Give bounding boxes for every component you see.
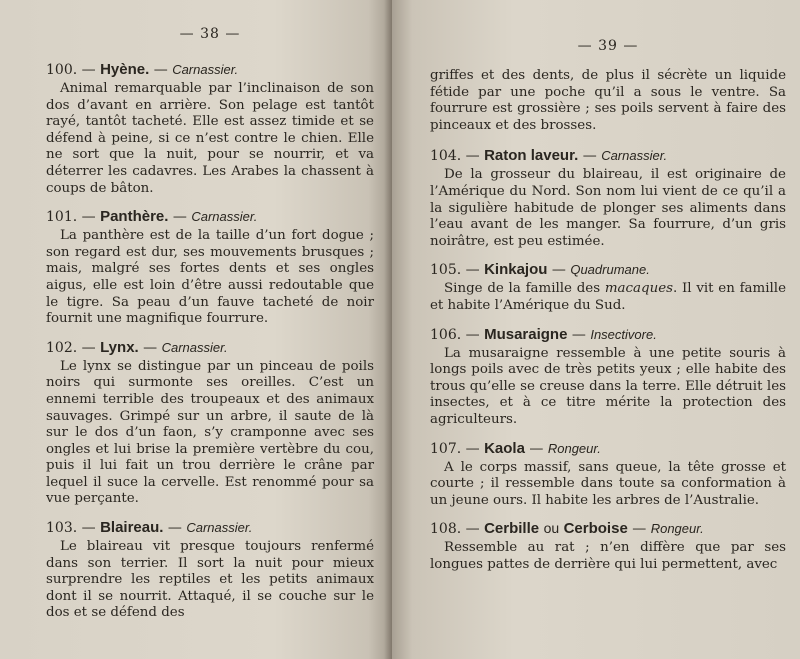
entry-heading: 105. — Kinkajou — Quadrumane. [430,261,650,279]
entry-text: De la grosseur du blaireau, il est originaire de l’Amérique du Nord. Son nom lui vient de ce qu’il a la sigulière habitude de plonger ses aliments dans l’eau avant de les manger. Sa fourrure, d’un gris noirâtre, est peu estimée. [430,167,786,249]
entry-number: 107. [430,440,462,457]
entry-text-italic: macaques [604,281,673,297]
entry-number: 108. [430,521,462,538]
page-number: — 38 — [179,26,241,42]
left-page [0,0,392,659]
animal-name: Hyène. [100,61,150,78]
entry-heading: 103. — Blaireau. — Carnassier. [46,519,253,537]
entry-number: 105. [430,262,462,279]
entry-heading: 100. — Hyène. — Carnassier. [46,61,239,78]
entry-text: Le lynx se distingue par un pinceau de poils noirs qui surmonte ses oreilles. C’est un ennemi terrible des troupeaux et des animaux sauvages. Grimpé sur un arbre, il saute de là sur le dos d’un faon, s’y cramponne avec ses ongles et lui brise la première vertèbre du cou, puis il lui fait un trou derrière le crâne par lequel il suce la cervelle. Est renommé pour sa vue perçante. [46,358,374,507]
entry-heading: 104. — Raton laveur. — Carnassier. [430,147,668,165]
animal-category: Rongeur. [650,521,704,537]
entry-text-part: . Il vit en famille et habite l’Amérique du Sud. [430,281,786,313]
entry-number: 102. [46,339,78,356]
entry-hyene [46,60,374,197]
right-page [392,0,800,659]
continued-text: griffes et des dents, de plus il sécrète un liquide fétide par une poche qu’il a sous le ventre. Sa fourrure est grossière ; ses poils servent à faire des pinceaux et des brosses. [430,68,786,133]
entry-blaireau [46,518,374,622]
entry-heading: 102. — Lynx. — Carnassier. [46,338,228,356]
name-conjunction: ou [543,520,560,537]
entry-heading: 108. — Cerbille ou Cerboise — Rongeur. [430,520,704,538]
entry-heading: 101. — Panthère. — Carnassier. [46,208,258,226]
animal-name: Kaola [484,439,525,457]
entry-text: La musaraigne ressemble à une petite souris à longs poils avec de très petits yeux ; elle habite des trous qu’elle se creuse dans la terre. Elle détruit les insectes, et à ce titre mérite la protection des agriculteurs. [430,345,786,427]
animal-name: Musaraigne [484,325,568,343]
entry-text: Le blaireau vit presque toujours renfermé dans son terrier. Il sort la nuit pour mieux surprendre les reptiles et les petits animaux dont il se nourrit. Attaqué, il se couche sur le dos et se défend des [46,539,374,621]
animal-category: Quadrumane. [570,262,650,278]
entry-text-part: Singe de la famille des [444,281,605,297]
entry-text: Ressemble au rat ; n’en diffère que par ses longues pattes de derrière qui lui permettent, avec [430,540,786,572]
entry-number: 100. [46,62,78,78]
entry-kinkajou [430,260,786,314]
entry-text [430,281,786,314]
animal-name: Cerbille [484,520,540,538]
animal-category: Insectivore. [590,326,657,342]
animal-name: Raton laveur. [484,147,579,165]
entry-text: La panthère est de la taille d’un fort dogue ; son regard est dur, ses mouvements brusques ; mais, malgré ses fortes dents et ses ongles aigus, elle est loin d’être aussi redoutable que le tigre. Sa peau d’un fauve tacheté de noir fournit une magnifique fourrure. [46,228,374,327]
animal-category: Carnassier. [601,148,668,164]
entry-text: Animal remarquable par l’inclinaison de son dos d’avant en arrière. Son pelage est tantôt rayé, tantôt tacheté. Elle est assez timide et se défend à peine, si ce n’est contre le chien. Elle ne sort que la nuit, pour se nourrir, et va déterrer les cadavres. Les Arabes la chassent à coups de bâton. [46,81,374,196]
entry-panthere [46,207,374,328]
animal-name: Blaireau. [100,519,164,537]
entry-number: 104. [430,148,462,165]
entry-heading: 106. — Musaraigne — Insectivore. [430,325,657,343]
page-number: — 39 — [577,38,639,54]
entry-kaola [430,439,786,510]
entry-raton-laveur [430,146,786,250]
animal-category: Carnassier. [161,339,228,355]
animal-category: Carnassier. [191,209,258,225]
animal-name: Kinkajou [484,261,548,279]
entry-number: 106. [430,326,462,343]
entry-number: 103. [46,520,78,537]
animal-name: Panthère. [100,208,169,226]
entry-cerbille [430,519,786,573]
animal-category: Rongeur. [547,440,601,456]
entry-text: A le corps massif, sans queue, la tête grosse et courte ; il ressemble dans toute sa conformation à un jeune ours. Il habite les arbres de l’Australie. [430,459,786,508]
animal-name: Lynx. [100,338,139,356]
entry-lynx [46,338,374,508]
animal-category: Carnassier. [186,520,253,536]
entry-musaraigne [430,325,786,429]
animal-name-alt: Cerboise [563,520,628,538]
animal-category: Carnassier. [172,62,239,77]
entry-number: 101. [46,209,78,226]
entry-heading: 107. — Kaola — Rongeur. [430,439,601,457]
